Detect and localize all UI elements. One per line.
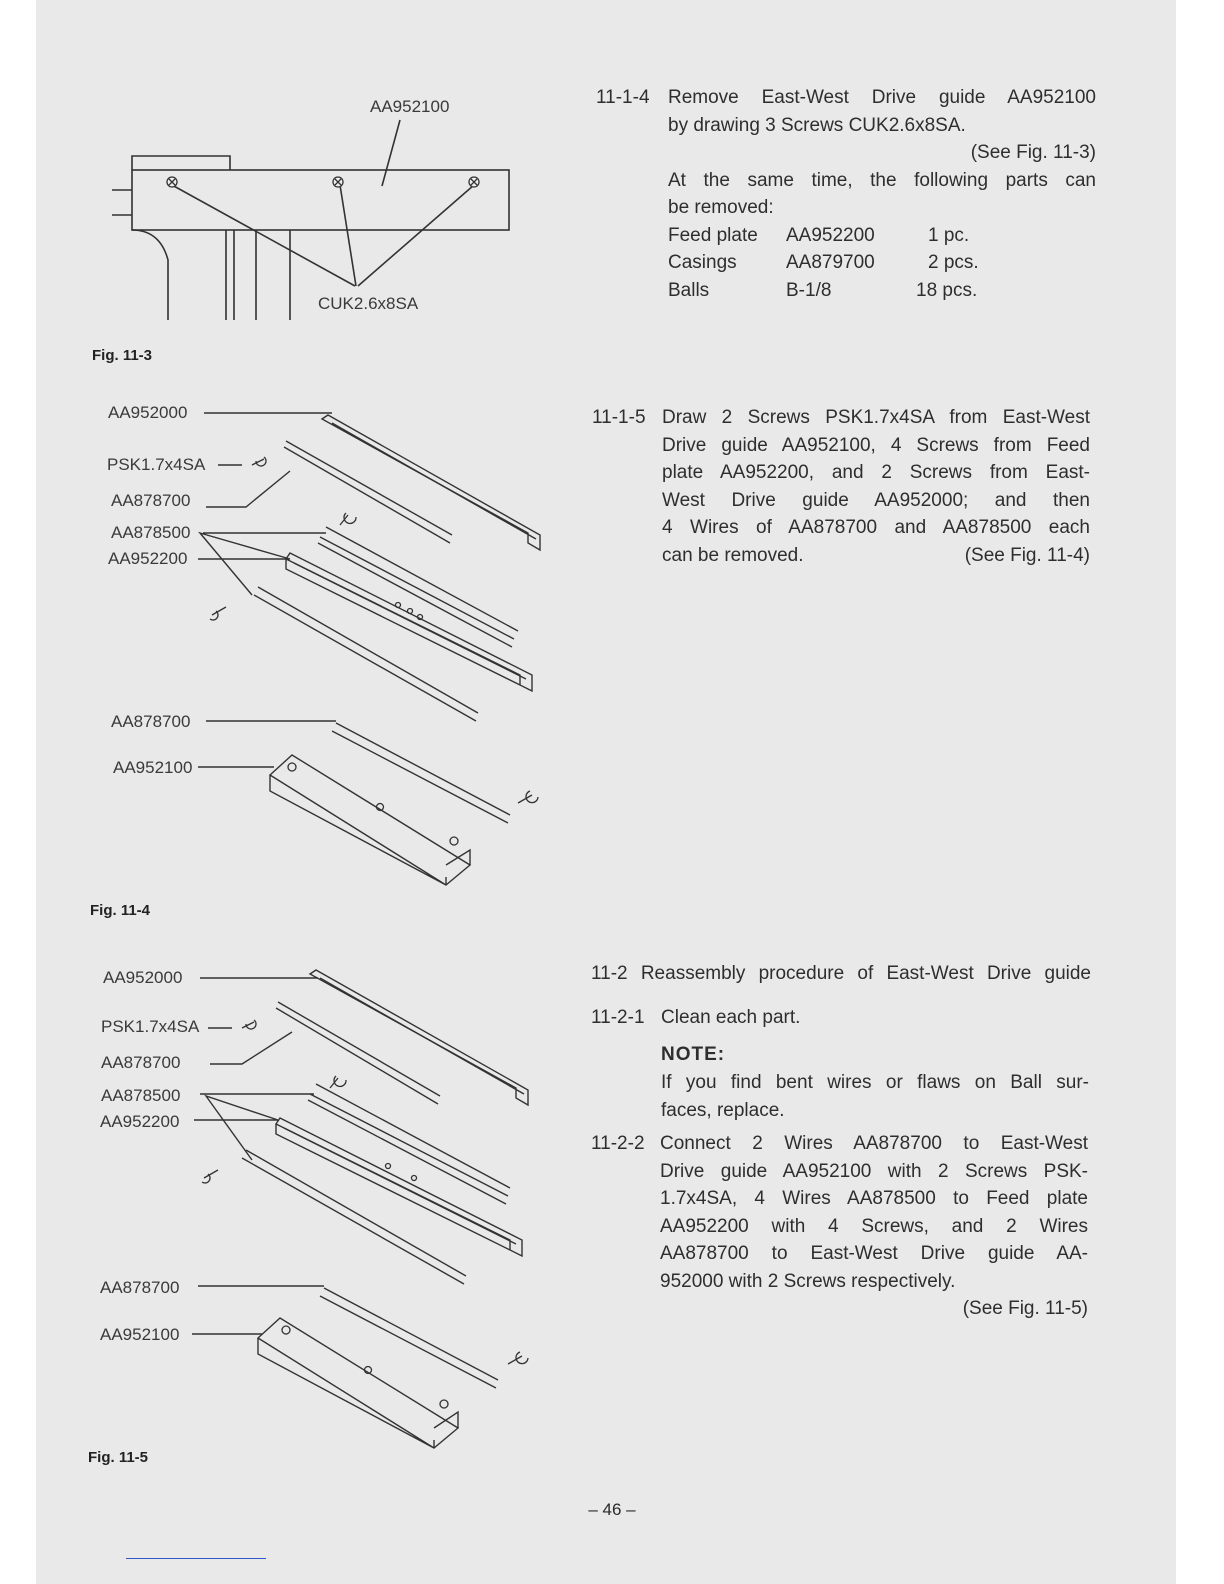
leader-screws (172, 185, 474, 286)
label-2: PSK1.7x4SA (101, 1017, 200, 1036)
text-line: Connect 2 Wires AA878700 to East-West (660, 1133, 1088, 1154)
see-fig-ref: (See Fig. 11-4) (964, 544, 1090, 566)
text-line: Clean each part. (661, 1007, 801, 1028)
parts-row (668, 277, 1096, 305)
text-line: If you find bent wires or flaws on Ball sur- (661, 1072, 1089, 1093)
page-number: – 46 – (588, 1500, 636, 1519)
part-code: AA952200 (786, 224, 875, 246)
bottom-wires (332, 723, 510, 823)
feed-plate (276, 1118, 522, 1256)
label-aa952100: AA952100 (370, 97, 450, 116)
text-line (662, 542, 1090, 570)
mid-wires (318, 527, 518, 647)
text-line: West Drive guide AA952000; and then (662, 489, 1090, 511)
part-qty: 2 pcs. (928, 252, 979, 273)
part-qty: 18 pcs. (916, 279, 978, 301)
figure-11-5 (96, 960, 556, 1440)
feed-plate (286, 553, 532, 691)
screw-icons (167, 177, 479, 187)
text-line: Drive guide AA952100 with 2 Screws PSK- (660, 1160, 1088, 1182)
figure-11-3 (100, 90, 560, 330)
text-line: Remove East-West Drive guide AA952100 (668, 87, 1096, 108)
label-5: AA952200 (100, 1112, 180, 1131)
step-number: 11-2-1 (591, 1007, 645, 1028)
guide-plate-outline (132, 170, 509, 230)
part-code: AA879700 (786, 252, 875, 273)
text-line: by drawing 3 Screws CUK2.6x8SA. (668, 114, 966, 136)
section-heading-11-2 (591, 960, 1091, 988)
text-line: faces, replace. (661, 1099, 785, 1121)
text-line: 952000 with 2 Screws respectively. (660, 1270, 956, 1292)
leader-guide (382, 120, 400, 186)
label-1: AA952000 (103, 968, 183, 987)
step-11-1-4 (668, 84, 1096, 304)
top-wires (284, 441, 452, 543)
caption-fig-11-4: Fig. 11-4 (90, 902, 151, 919)
part-code: B-1/8 (786, 279, 832, 301)
lower-wires (254, 587, 478, 721)
label-7: AA952100 (113, 758, 193, 777)
part-qty: 1 pc. (928, 224, 970, 246)
lower-wires (242, 1150, 466, 1284)
screw-icons (202, 1020, 528, 1408)
label-4: AA878500 (111, 523, 191, 542)
text-line: Draw 2 Screws PSK1.7x4SA from East-West (662, 407, 1090, 428)
note-label: NOTE: (661, 1043, 726, 1065)
text-line: 1.7x4SA, 4 Wires AA878500 to Feed plate (660, 1188, 1088, 1209)
label-5: AA952200 (108, 549, 188, 568)
parts-row (668, 222, 1096, 250)
see-fig-ref: (See Fig. 11-3) (970, 142, 1096, 163)
heading-text: 11-2 Reassembly procedure of East-West Drive guide (591, 963, 1091, 984)
part-name: Balls (668, 279, 710, 301)
label-cuk-screw: CUK2.6x8SA (318, 294, 419, 313)
label-1: AA952000 (108, 403, 188, 422)
page-underline (126, 1558, 266, 1559)
screw-icons (210, 457, 538, 845)
see-fig-ref: (See Fig. 11-5) (962, 1298, 1088, 1319)
part-name: Feed plate (668, 224, 758, 246)
text-fragment: can be removed. (662, 544, 804, 566)
label-3: AA878700 (101, 1053, 181, 1072)
caption-fig-11-3: Fig. 11-3 (92, 347, 153, 364)
label-7: AA952100 (100, 1325, 180, 1344)
step-11-2-1 (661, 1004, 1089, 1124)
step-number: 11-1-4 (596, 87, 650, 108)
label-4: AA878500 (101, 1086, 181, 1105)
label-2: PSK1.7x4SA (107, 455, 206, 474)
step-11-1-5 (662, 404, 1090, 569)
text-line: 4 Wires of AA878700 and AA878500 each (662, 517, 1090, 538)
caption-fig-11-5: Fig. 11-5 (88, 1449, 149, 1466)
step-number: 11-1-5 (592, 407, 646, 428)
text-line: Drive guide AA952100, 4 Screws from Feed (662, 434, 1090, 456)
bottom-guide (270, 755, 470, 885)
text-line: AA952200 with 4 Screws, and 2 Wires (660, 1215, 1088, 1237)
parts-row (668, 249, 1096, 277)
label-6: AA878700 (100, 1278, 180, 1297)
bottom-wires (320, 1288, 498, 1388)
text-line: plate AA952200, and 2 Screws from East- (662, 462, 1090, 483)
step-11-2-2 (660, 1130, 1088, 1323)
label-6: AA878700 (111, 712, 191, 731)
step-number: 11-2-2 (591, 1133, 645, 1154)
text-line: AA878700 to East-West Drive guide AA- (660, 1243, 1088, 1264)
label-3: AA878700 (111, 491, 191, 510)
top-wires (276, 1002, 440, 1104)
figure-11-4 (100, 395, 560, 895)
bottom-guide (258, 1318, 458, 1448)
part-name: Casings (668, 252, 737, 273)
text-line: be removed: (668, 197, 774, 218)
text-line: At the same time, the following parts can (668, 169, 1096, 191)
mid-wires (308, 1084, 510, 1204)
